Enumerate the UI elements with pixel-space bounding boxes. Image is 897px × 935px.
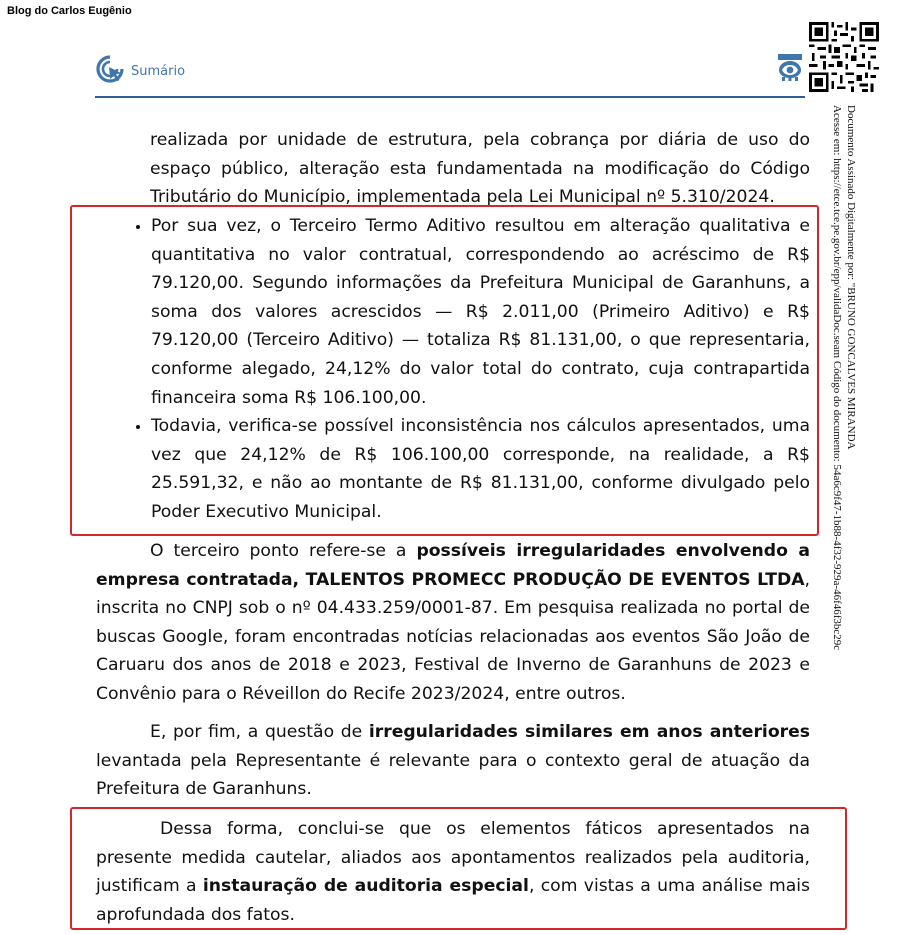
- qr-code-icon: [809, 22, 879, 96]
- signature-line-1: Documento Assinado Digitalmente por: "BRUNO GONCALVES MIRANDA: [845, 105, 857, 450]
- bullet-list-section: [96, 212, 810, 527]
- paragraph-2-rest: , inscrita no CNPJ sob o nº 04.433.259/0001-87. Em pesquisa realizada no portal de buscas Google, foram encontradas notícias relacionadas aos eventos São João de Caruaru dos anos de 2018 e 2023, Festival de Inverno de Garanhuns de 2023 e Convênio para o Réveillon do Recife 2023/2024, entre outros.: [96, 569, 810, 704]
- paragraph-2: [96, 537, 810, 709]
- paragraph-4-lead: Dessa forma, conclui-se que os elementos fáticos apresentados na presente medida cautelar, aliados aos apontamentos realizados pela auditoria, justificam a: [96, 819, 810, 897]
- paragraph-previous-years: [96, 718, 810, 804]
- paragraph-4-bold: instauração de auditoria especial: [202, 876, 529, 897]
- bullet-list: [96, 212, 810, 527]
- paragraph-2-lead: O terceiro ponto refere-se a: [150, 541, 417, 561]
- paragraph-3-rest: levantada pela Representante é relevante para o contexto geral de atuação da Prefeitura de Garanhuns.: [96, 750, 810, 800]
- digital-signature-sidebar: [831, 105, 858, 725]
- paragraph-continuation: [150, 126, 810, 212]
- sumario-cursor-icon: [95, 54, 125, 88]
- paragraph-conclusion: [96, 815, 810, 929]
- tce-logo-icon: [777, 52, 803, 86]
- blog-title: Blog do Carlos Eugênio: [7, 5, 132, 17]
- paragraph-3-lead: E, por fim, a questão de: [150, 722, 369, 742]
- paragraph-3: [96, 718, 810, 804]
- sumario-label: Sumário: [131, 63, 186, 79]
- paragraph-4: [96, 815, 810, 929]
- bullet-item: • Por sua vez, o Terceiro Termo Aditivo resultou em alteração qualitativa e quantitativa no valor contratual, correspondendo ao acréscimo de R$ 79.120,00. Segundo informações da Prefeitura Municipal de Garanhuns, a soma dos valores acrescidos — R$ 2.011,00 (Primeiro Aditivo) e R$ 79.120,00 (Terceiro Aditivo) — totaliza R$ 81.131,00, o que representaria, conforme alegado, 24,12% do valor total do contrato, cuja contrapartida financeira soma R$ 106.100,00.: [151, 212, 810, 412]
- paragraph-2-bold: possíveis irregularidades envolvendo a empresa contratada, TALENTOS PROMECC PRODUÇÃO DE EVENTOS LTDA: [96, 541, 810, 590]
- paragraph-4-rest: , com vistas a uma análise mais aprofundada dos fatos.: [96, 876, 810, 925]
- paragraph-third-point: [96, 537, 810, 709]
- document-header: [95, 50, 805, 98]
- signature-line-2: Acesse em: https://etce.tce.pe.gov.br/epp/validaDoc.seam Código do documento: 54a6c9f47-1b88-4f32-929a-46f46f3bc29c: [831, 105, 843, 651]
- sumario-link[interactable]: [95, 54, 185, 88]
- bullet-item: • Todavia, verifica-se possível inconsistência nos cálculos apresentados, uma vez que 24,12% de R$ 106.100,00 corresponde, na realidade, a R$ 25.591,32, e não ao montante de R$ 81.131,00, conforme divulgado pelo Poder Executivo Municipal.: [151, 412, 810, 526]
- paragraph-0: realizada por unidade de estrutura, pela cobrança por diária de uso do espaço público, alteração esta fundamentada na modificação do Código Tributário do Município, implementada pela Lei Municipal nº 5.310/2024.: [150, 130, 810, 208]
- paragraph-3-bold: irregularidades similares em anos anteriores: [368, 722, 810, 742]
